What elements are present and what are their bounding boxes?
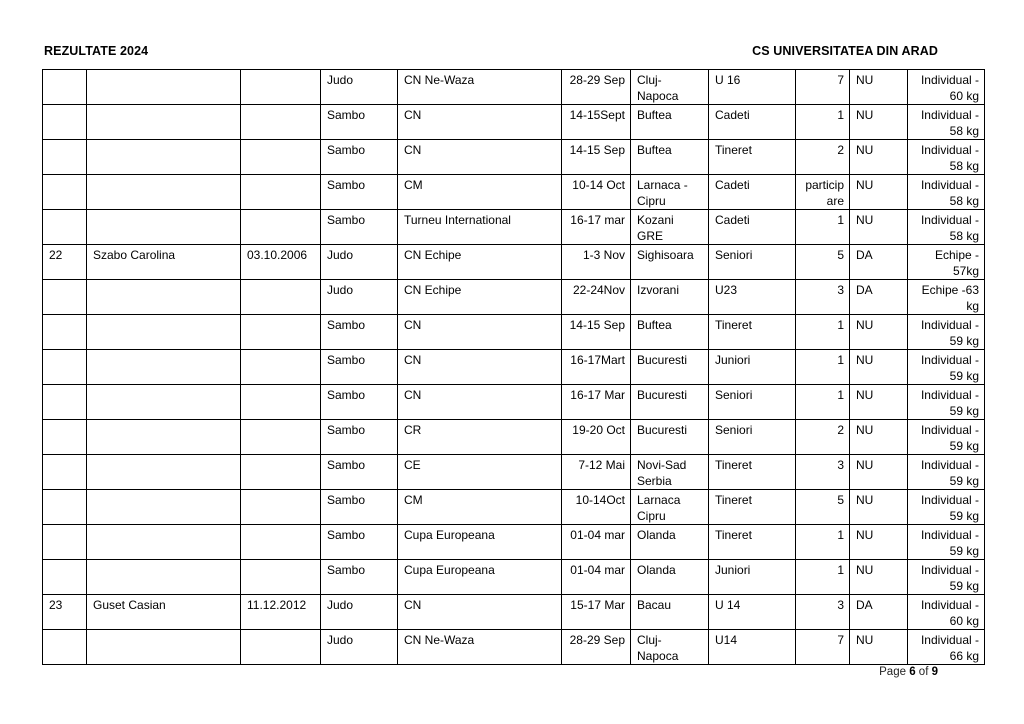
cell-birth-date [241,455,321,490]
table-row [43,525,985,560]
cell-date: 7-12 Mai [562,455,631,490]
cell-lot: NU [850,420,908,455]
cell-event: Individual - 60 kg [908,70,985,105]
cell-birth-date [241,420,321,455]
table-row [43,210,985,245]
cell-competition: CR [398,420,562,455]
cell-location: Buftea [631,140,709,175]
cell-birth-date: 03.10.2006 [241,245,321,280]
cell-date: 16-17 mar [562,210,631,245]
cell-name [87,350,241,385]
cell-competition: CN Echipe [398,280,562,315]
cell-location: Kozani GRE [631,210,709,245]
table-row [43,560,985,595]
cell-competition: CN [398,315,562,350]
cell-location: Larnaca - Cipru [631,175,709,210]
cell-sport: Sambo [321,105,398,140]
cell-birth-date [241,280,321,315]
cell-place: 1 [796,350,850,385]
cell-lot: NU [850,385,908,420]
cell-nr: 22 [43,245,87,280]
cell-event: Individual - 59 kg [908,420,985,455]
cell-category: U 16 [709,70,796,105]
cell-name [87,420,241,455]
cell-date: 19-20 Oct [562,420,631,455]
cell-place: 1 [796,560,850,595]
table-row [43,70,985,105]
cell-sport: Sambo [321,525,398,560]
page-label: Page [879,666,910,678]
cell-location: Olanda [631,560,709,595]
cell-location: Buftea [631,105,709,140]
cell-place: 1 [796,105,850,140]
cell-sport: Sambo [321,420,398,455]
page-of-label: of [915,666,932,678]
cell-date: 01-04 mar [562,525,631,560]
cell-place: 1 [796,385,850,420]
cell-sport: Sambo [321,175,398,210]
cell-birth-date [241,490,321,525]
cell-name [87,315,241,350]
cell-category: Cadeti [709,105,796,140]
cell-location: Bucuresti [631,350,709,385]
table-row [43,350,985,385]
cell-sport: Judo [321,630,398,665]
cell-birth-date [241,560,321,595]
cell-event: Individual - 58 kg [908,140,985,175]
cell-lot: NU [850,525,908,560]
cell-event: Individual - 58 kg [908,210,985,245]
cell-competition: Turneu International [398,210,562,245]
cell-location: Bucuresti [631,385,709,420]
table-row [43,245,985,280]
table-row [43,105,985,140]
cell-place: 1 [796,210,850,245]
cell-sport: Judo [321,245,398,280]
cell-lot: NU [850,105,908,140]
cell-sport: Sambo [321,490,398,525]
cell-sport: Sambo [321,455,398,490]
header-left-title: REZULTATE 2024 [44,44,149,58]
cell-sport: Sambo [321,350,398,385]
cell-event: Individual - 66 kg [908,630,985,665]
cell-date: 16-17Mart [562,350,631,385]
cell-location: Larnaca Cipru [631,490,709,525]
cell-nr [43,350,87,385]
cell-name [87,560,241,595]
cell-name [87,385,241,420]
cell-category: U14 [709,630,796,665]
cell-nr [43,420,87,455]
cell-lot: NU [850,315,908,350]
cell-lot: NU [850,490,908,525]
cell-competition: CN [398,105,562,140]
cell-event: Individual - 58 kg [908,175,985,210]
cell-place: 2 [796,420,850,455]
table-row [43,385,985,420]
cell-birth-date [241,175,321,210]
cell-location: Novi-Sad Serbia [631,455,709,490]
cell-date: 1-3 Nov [562,245,631,280]
table-row [43,315,985,350]
cell-lot: DA [850,280,908,315]
cell-birth-date: 11.12.2012 [241,595,321,630]
total-pages: 9 [931,666,938,678]
cell-category: Tineret [709,140,796,175]
current-page: 6 [909,666,916,678]
cell-competition: Cupa Europeana [398,560,562,595]
cell-lot: NU [850,210,908,245]
table-row [43,490,985,525]
cell-date: 14-15Sept [562,105,631,140]
cell-date: 28-29 Sep [562,630,631,665]
cell-nr [43,175,87,210]
cell-place: 3 [796,595,850,630]
results-table [42,69,985,665]
cell-category: Tineret [709,525,796,560]
cell-nr [43,280,87,315]
cell-date: 10-14 Oct [562,175,631,210]
cell-name [87,70,241,105]
cell-place: 5 [796,490,850,525]
table-row [43,455,985,490]
cell-date: 16-17 Mar [562,385,631,420]
cell-nr [43,560,87,595]
cell-event: Individual - 59 kg [908,560,985,595]
cell-nr: 23 [43,595,87,630]
cell-category: Cadeti [709,175,796,210]
cell-competition: CN [398,595,562,630]
cell-place: 1 [796,315,850,350]
cell-name [87,280,241,315]
cell-nr [43,455,87,490]
cell-category: Seniori [709,385,796,420]
cell-lot: NU [850,630,908,665]
cell-category: Cadeti [709,210,796,245]
cell-competition: CN Echipe [398,245,562,280]
cell-location: Cluj- Napoca [631,630,709,665]
cell-competition: CM [398,175,562,210]
cell-event: Echipe - 57kg [908,245,985,280]
cell-birth-date [241,525,321,560]
cell-nr [43,140,87,175]
cell-nr [43,630,87,665]
cell-lot: NU [850,175,908,210]
cell-event: Individual - 59 kg [908,315,985,350]
cell-category: Juniori [709,350,796,385]
cell-date: 01-04 mar [562,560,631,595]
cell-place: 5 [796,245,850,280]
cell-nr [43,490,87,525]
cell-name [87,630,241,665]
cell-place: particip are [796,175,850,210]
cell-category: Juniori [709,560,796,595]
cell-name [87,105,241,140]
table-row [43,420,985,455]
cell-sport: Judo [321,70,398,105]
cell-name [87,140,241,175]
table-row [43,595,985,630]
cell-event: Individual - 58 kg [908,105,985,140]
cell-category: Seniori [709,420,796,455]
cell-sport: Sambo [321,385,398,420]
cell-place: 3 [796,455,850,490]
cell-date: 14-15 Sep [562,140,631,175]
cell-name: Guset Casian [87,595,241,630]
cell-sport: Sambo [321,210,398,245]
cell-date: 15-17 Mar [562,595,631,630]
results-table-body [43,70,985,665]
cell-nr [43,210,87,245]
cell-location: Cluj- Napoca [631,70,709,105]
cell-event: Individual - 60 kg [908,595,985,630]
cell-sport: Sambo [321,560,398,595]
cell-place: 1 [796,525,850,560]
cell-nr [43,315,87,350]
cell-birth-date [241,140,321,175]
cell-name: Szabo Carolina [87,245,241,280]
cell-event: Individual - 59 kg [908,490,985,525]
cell-name [87,525,241,560]
cell-birth-date [241,385,321,420]
cell-competition: CE [398,455,562,490]
table-row [43,175,985,210]
cell-birth-date [241,315,321,350]
cell-birth-date [241,350,321,385]
cell-nr [43,385,87,420]
cell-sport: Judo [321,595,398,630]
cell-place: 3 [796,280,850,315]
cell-competition: CM [398,490,562,525]
cell-lot: NU [850,350,908,385]
cell-lot: DA [850,245,908,280]
cell-nr [43,70,87,105]
cell-event: Individual - 59 kg [908,350,985,385]
cell-event: Individual - 59 kg [908,385,985,420]
cell-date: 10-14Oct [562,490,631,525]
cell-lot: DA [850,595,908,630]
cell-category: Tineret [709,490,796,525]
cell-category: U 14 [709,595,796,630]
cell-date: 28-29 Sep [562,70,631,105]
cell-category: U23 [709,280,796,315]
cell-competition: CN Ne-Waza [398,70,562,105]
cell-name [87,175,241,210]
cell-competition: CN [398,350,562,385]
header-right-title: CS UNIVERSITATEA DIN ARAD [752,44,938,58]
cell-place: 7 [796,630,850,665]
cell-birth-date [241,105,321,140]
cell-event: Echipe -63 kg [908,280,985,315]
cell-birth-date [241,210,321,245]
cell-nr [43,525,87,560]
cell-name [87,210,241,245]
table-row [43,140,985,175]
cell-category: Seniori [709,245,796,280]
cell-date: 14-15 Sep [562,315,631,350]
cell-lot: NU [850,560,908,595]
cell-competition: Cupa Europeana [398,525,562,560]
cell-lot: NU [850,455,908,490]
cell-name [87,490,241,525]
cell-category: Tineret [709,315,796,350]
cell-location: Izvorani [631,280,709,315]
table-row [43,280,985,315]
cell-location: Buftea [631,315,709,350]
cell-birth-date [241,630,321,665]
cell-nr [43,105,87,140]
cell-location: Sighisoara [631,245,709,280]
cell-location: Bacau [631,595,709,630]
cell-sport: Judo [321,280,398,315]
cell-lot: NU [850,70,908,105]
cell-name [87,455,241,490]
cell-competition: CN Ne-Waza [398,630,562,665]
cell-event: Individual - 59 kg [908,525,985,560]
cell-event: Individual - 59 kg [908,455,985,490]
cell-competition: CN [398,385,562,420]
cell-category: Tineret [709,455,796,490]
page-number [879,666,938,678]
cell-competition: CN [398,140,562,175]
cell-sport: Sambo [321,140,398,175]
cell-location: Bucuresti [631,420,709,455]
cell-birth-date [241,70,321,105]
cell-place: 7 [796,70,850,105]
cell-lot: NU [850,140,908,175]
cell-place: 2 [796,140,850,175]
table-row [43,630,985,665]
cell-date: 22-24Nov [562,280,631,315]
cell-location: Olanda [631,525,709,560]
cell-sport: Sambo [321,315,398,350]
